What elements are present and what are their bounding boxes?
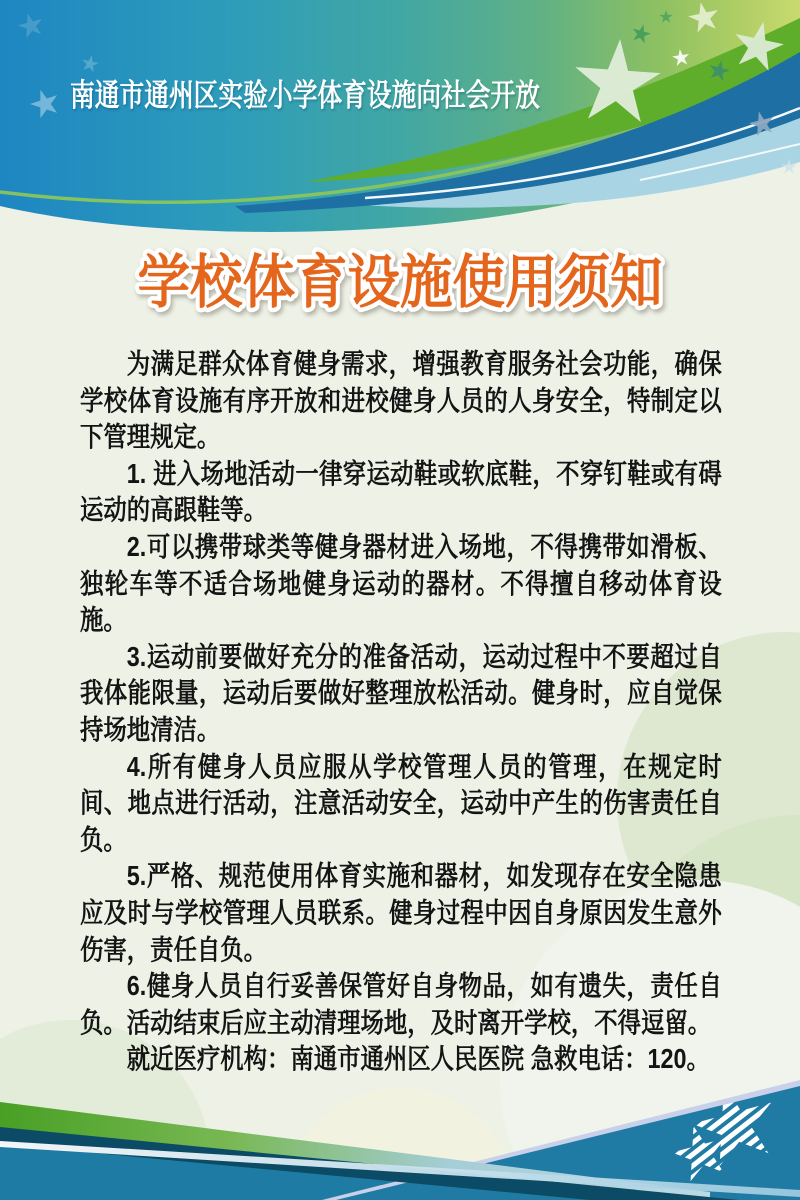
notice-paragraph: 4.所有健身人员应服从学校管理人员的管理，在规定时间、地点进行活动，注意活动安全，运动中产生的伤害责任自负。 [80, 750, 722, 855]
notice-paragraph: 3.运动前要做好充分的准备活动，运动过程中不要超过自我体能限量，运动后要做好整理放松活动。健身时，应自觉保持场地清洁。 [80, 640, 722, 745]
header-wave-banner [0, 0, 800, 240]
notice-body [80, 346, 722, 1078]
notice-title-block [0, 230, 800, 330]
notice-paragraph: 就近医疗机构：南通市通州区人民医院 急救电话：120。 [126, 1043, 710, 1075]
notice-title: 学校体育设施使用须知 [137, 250, 663, 315]
notice-paragraph: 6.健身人员自行妥善保管好自身物品，如有遗失，责任自负。活动结束后应主动清理场地，及时离开学校，不得逗留。 [80, 970, 722, 1038]
banner-title: 南通市通州区实验小学体育设施向社会开放 [70, 78, 540, 113]
notice-paragraph: 为满足群众体育健身需求，增强教育服务社会功能，确保学校体育设施有序开放和进校健身人员的人身安全，特制定以下管理规定。 [80, 348, 722, 453]
notice-paragraph: 2.可以携带球类等健身器材进入场地，不得携带如滑板、独轮车等不适合场地健身运动的器材。不得擅自移动体育设施。 [80, 530, 722, 636]
notice-paragraph: 5.严格、规范使用体育实施和器材，如发现存在安全隐患应及时与学校管理人员联系。健身过程中因自身原因发生意外伤害，责任自负。 [80, 860, 722, 965]
notice-paragraph: 1. 进入场地活动一律穿运动鞋或软底鞋，不穿钉鞋或有碍运动的高跟鞋等。 [80, 457, 722, 526]
footer-wave-band [0, 1030, 800, 1200]
